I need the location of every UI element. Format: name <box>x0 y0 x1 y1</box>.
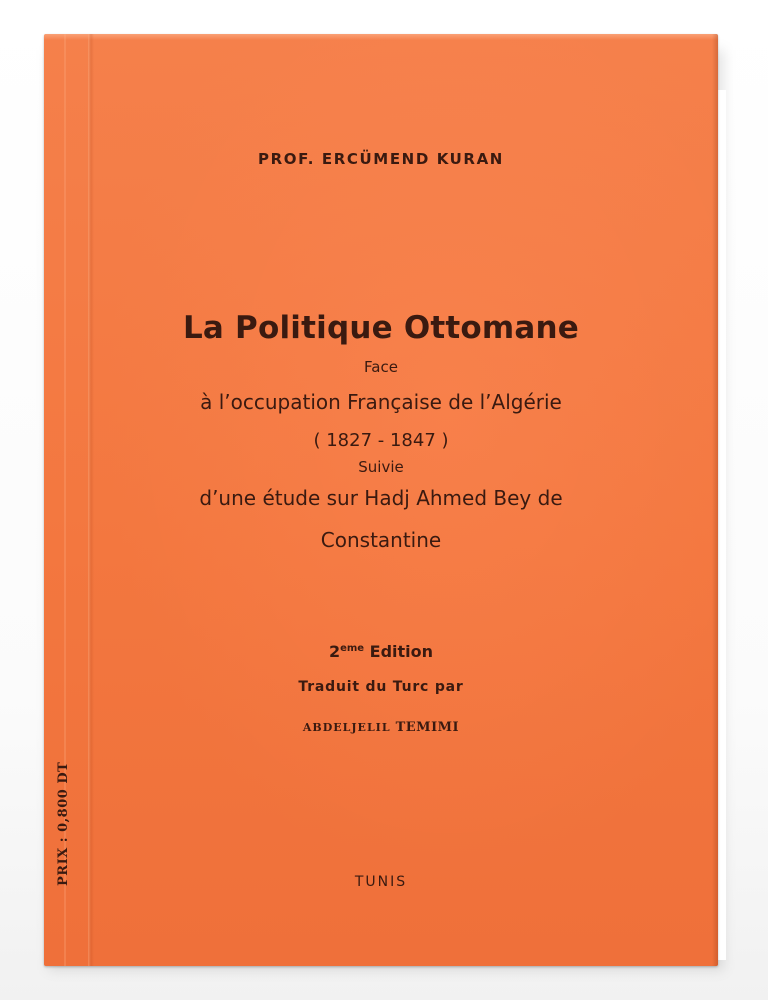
edition-label <box>44 642 718 661</box>
price-label: PRIX : 0,800 DT <box>56 761 71 886</box>
subtitle-line-3: Constantine <box>320 528 442 552</box>
edition-number: 2 <box>328 642 341 661</box>
cover-top-edge <box>44 34 718 40</box>
edition-suffix: eme <box>340 643 365 654</box>
subtitle-suivie: Suivie <box>358 458 404 476</box>
book-title: La Politique Ottomane <box>182 310 580 346</box>
book-cover <box>44 34 718 966</box>
translator-first-name: ABDELJELIL <box>302 721 391 734</box>
subtitle-line-1: à l’occupation Française de l’Algérie <box>200 390 562 414</box>
translator-name <box>44 720 718 735</box>
date-range: ( 1827 - 1847 ) <box>313 430 449 451</box>
edition-word: Edition <box>369 642 434 661</box>
subtitle-line-2: d’une étude sur Hadj Ahmed Bey de <box>199 486 563 510</box>
author-name: PROF. ERCÜMEND KURAN <box>258 150 504 168</box>
subtitle-face: Face <box>364 358 398 376</box>
translator-last-name: TEMIMI <box>395 720 460 735</box>
publication-place: TUNIS <box>354 874 408 890</box>
translated-by: Traduit du Turc par <box>298 679 464 695</box>
